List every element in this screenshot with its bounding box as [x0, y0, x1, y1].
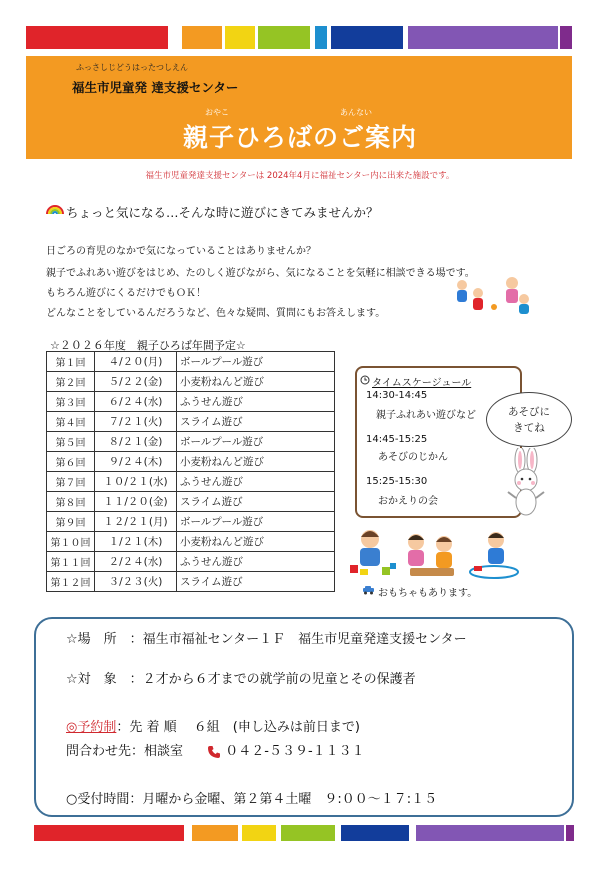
time-slot-2: 14:45-15:25: [366, 434, 428, 445]
reservation-label: ◎予約制: [66, 720, 117, 735]
row-activity: ボールプール遊び: [177, 352, 335, 372]
row-date: ２/２４(水): [95, 552, 177, 572]
row-date: １１/２０(金): [95, 492, 177, 512]
intro-line-4: どんなことをしているんだろうなど、色々な疑問、質問にもお答えします。: [46, 308, 386, 319]
stripe-yellow: [225, 26, 255, 49]
tagline: ちょっと気になる…そんな時に遊びにきてみませんか？: [66, 205, 379, 220]
toys-note: おもちゃもあります。: [378, 588, 478, 599]
row-activity: ふうせん遊び: [177, 392, 335, 412]
kids-playing-illustration: [452, 275, 534, 317]
title-ruby-annai: あんない: [340, 108, 372, 117]
title-ruby-oyako: おやこ: [205, 108, 229, 117]
org-name: 福生市児童発 達支援センター: [72, 80, 239, 95]
stripe-yellow: [242, 825, 276, 841]
org-name-ruby: ふっさしじどうはったつしえん: [76, 63, 188, 72]
schedule-heading: ☆２０２６年度 親子ひろば年間予定☆: [50, 339, 246, 352]
time-slot-1: 14:30-14:45: [366, 390, 428, 401]
stripe-violet: [566, 825, 574, 841]
bubble-line-2: きてね: [513, 422, 545, 434]
row-activity: スライム遊び: [177, 412, 335, 432]
table-row: [47, 372, 335, 392]
child-blocks-illustration: [346, 527, 402, 577]
time-desc-3: おかえりの会: [378, 496, 438, 507]
stripe-green: [258, 26, 310, 49]
table-row: [47, 352, 335, 372]
speech-bubble: [486, 392, 572, 447]
row-number: 第６回: [47, 452, 95, 472]
schedule-table: [46, 351, 335, 592]
stripe-orange: [192, 825, 238, 841]
table-row: [47, 412, 335, 432]
time-desc-1: 親子ふれあい遊びなど: [376, 410, 476, 421]
row-date: １/２１(木): [95, 532, 177, 552]
row-activity: スライム遊び: [177, 492, 335, 512]
table-row: [47, 472, 335, 492]
stripe-green: [281, 825, 335, 841]
toy-car-icon: [362, 585, 375, 595]
table-row: [47, 432, 335, 452]
page-title: 親子ひろばのご案内: [182, 123, 417, 152]
info-place: ☆場 所 ：福生市福祉センター１Ｆ 福生市児童発達支援センター: [66, 632, 467, 647]
stripe-violet: [560, 26, 572, 49]
stripe-purple: [416, 825, 564, 841]
row-date: ４/２０(月): [95, 352, 177, 372]
stripe-purple: [408, 26, 558, 49]
row-number: 第１２回: [47, 572, 95, 592]
table-row: [47, 532, 335, 552]
row-activity: 小麦粉ねんど遊び: [177, 452, 335, 472]
phone-number: ０４２-５３９-１１３１: [225, 744, 365, 759]
bubble-line-1: あそびに: [508, 406, 550, 418]
table-row: [47, 492, 335, 512]
time-slot-3: 15:25-15:30: [366, 476, 428, 487]
stripe-orange: [182, 26, 222, 49]
child-train-illustration: [466, 528, 522, 580]
row-activity: ボールプール遊び: [177, 432, 335, 452]
row-number: 第１回: [47, 352, 95, 372]
info-reservation: [66, 716, 360, 735]
row-activity: ふうせん遊び: [177, 552, 335, 572]
row-number: 第１０回: [47, 532, 95, 552]
time-desc-2: あそびのじかん: [378, 452, 448, 463]
row-date: ３/２３(火): [95, 572, 177, 592]
row-date: ９/２４(木): [95, 452, 177, 472]
intro-line-2: 親子でふれあい遊びをはじめ、たのしく遊びながら、気になることを気軽に相談できる場です。: [46, 268, 475, 279]
stripe-red: [34, 825, 184, 841]
row-date: ７/２１(火): [95, 412, 177, 432]
row-number: 第４回: [47, 412, 95, 432]
table-row: [47, 392, 335, 412]
row-number: 第３回: [47, 392, 95, 412]
table-row: [47, 512, 335, 532]
table-row: [47, 552, 335, 572]
row-number: 第８回: [47, 492, 95, 512]
table-row: [47, 452, 335, 472]
time-schedule-title: タイムスケージュール: [372, 378, 472, 389]
stripe-blue: [331, 26, 403, 49]
children-clay-illustration: [402, 530, 462, 580]
info-target: ☆対 象 ：２才から６才までの就学前の児童とその保護者: [66, 672, 416, 687]
stripe-blue: [341, 825, 409, 841]
stripe-red: [26, 26, 168, 49]
row-date: ６/２４(水): [95, 392, 177, 412]
intro-line-3: もちろん遊びにくるだけでもＯＫ！: [46, 288, 206, 299]
stripe-lightblue: [315, 26, 327, 49]
row-number: 第７回: [47, 472, 95, 492]
row-date: １０/２１(水): [95, 472, 177, 492]
row-number: 第２回: [47, 372, 95, 392]
row-activity: 小麦粉ねんど遊び: [177, 372, 335, 392]
phone-icon: [207, 745, 221, 759]
info-contact: [66, 740, 365, 759]
row-activity: スライム遊び: [177, 572, 335, 592]
row-activity: ボールプール遊び: [177, 512, 335, 532]
row-activity: 小麦粉ねんど遊び: [177, 532, 335, 552]
reservation-text: ：先 着 順 ６組 (申し込みは前日まで): [116, 720, 360, 735]
row-number: 第１１回: [47, 552, 95, 572]
notice-text: 福生市児童発達支援センターは 2024年4月に福祉センター内に出来た施設です。: [145, 171, 455, 181]
row-activity: ふうせん遊び: [177, 472, 335, 492]
row-date: ５/２２(金): [95, 372, 177, 392]
rainbow-icon: [46, 203, 64, 214]
row-number: 第５回: [47, 432, 95, 452]
row-date: １２/２１(月): [95, 512, 177, 532]
info-hours: ○受付時間：月曜から金曜、第２第４土曜 ９:００～１７:１５: [66, 792, 438, 807]
clock-icon: [360, 375, 370, 385]
table-row: [47, 572, 335, 592]
row-number: 第９回: [47, 512, 95, 532]
intro-line-1: 日ごろの育児のなかで気になっていることはありませんか？: [46, 246, 316, 257]
rabbit-illustration: [500, 448, 552, 520]
row-date: ８/２１(金): [95, 432, 177, 452]
contact-label: 問合わせ先：相談室: [66, 744, 184, 759]
